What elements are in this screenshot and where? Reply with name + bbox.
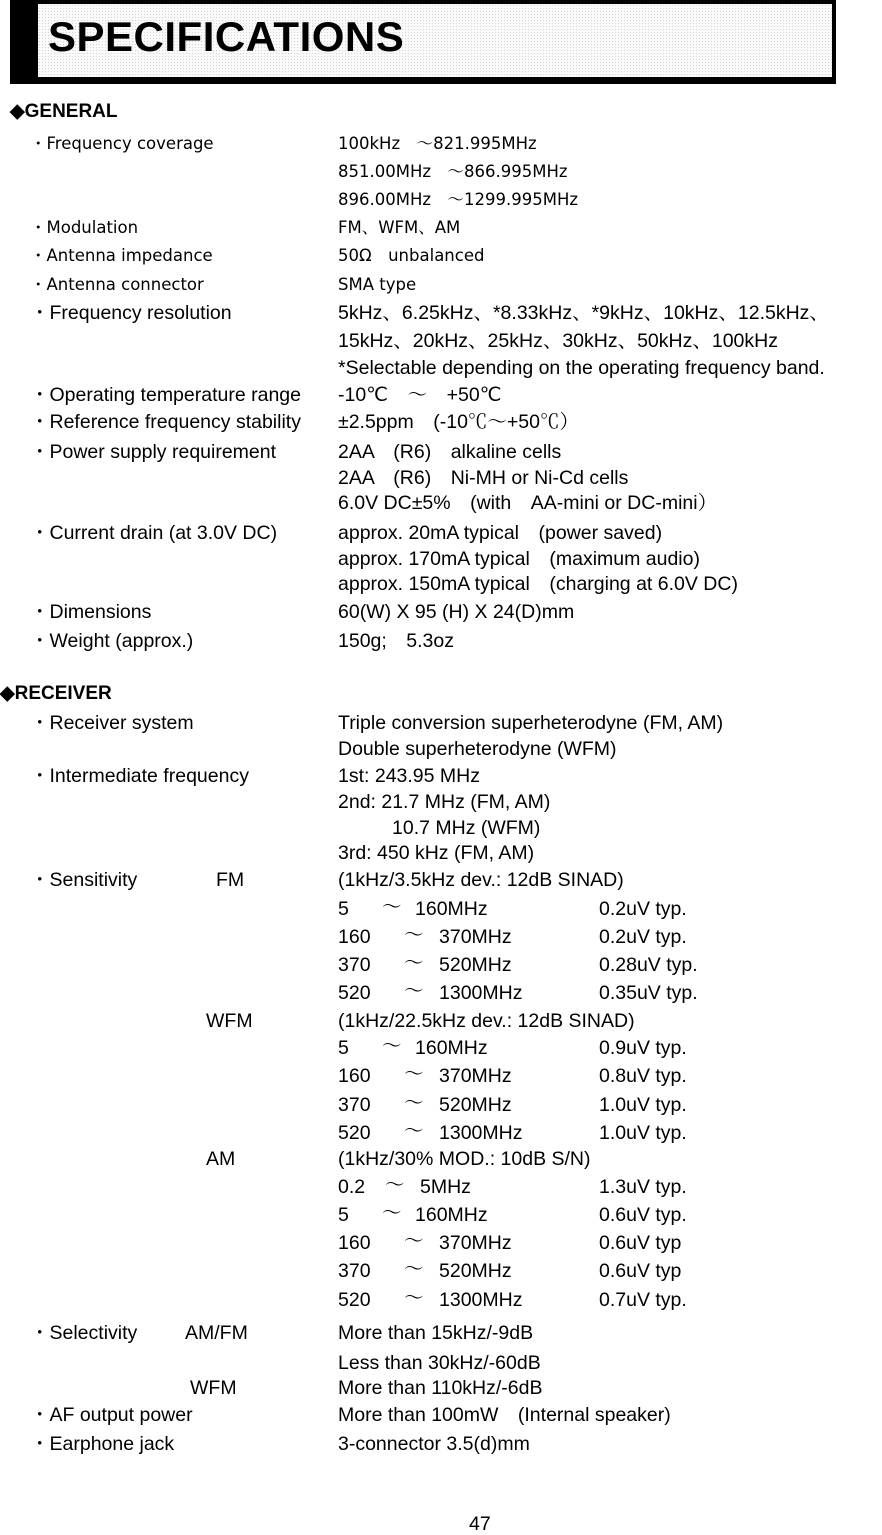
selectivity-label: ・Selectivity	[30, 1322, 138, 1344]
page-title: SPECIFICATIONS	[48, 13, 405, 60]
section-heading-receiver: ◆RECEIVER	[0, 683, 112, 704]
intermediate-frequency-label: ・Intermediate frequency	[30, 765, 249, 787]
selectivity-mode-wfm: WFM	[190, 1377, 237, 1399]
sensitivity-range-tilde: ～	[382, 1202, 402, 1224]
sensitivity-label: ・Sensitivity	[30, 869, 138, 891]
frequency-stability-label: ・Reference frequency stability	[30, 411, 301, 433]
sensitivity-range-tilde: ～	[404, 1092, 424, 1114]
weight-label: ・Weight (approx.)	[30, 630, 194, 652]
operating-temperature-value: -10℃ ～ +50℃	[338, 384, 502, 406]
sensitivity-range-start: 5	[338, 1037, 349, 1059]
sensitivity-value: 0.6uV typ	[599, 1260, 682, 1282]
sensitivity-range-start: 370	[338, 954, 371, 976]
sensitivity-value: 0.28uV typ.	[599, 954, 698, 976]
sensitivity-range-tilde: ～	[382, 1035, 402, 1057]
sensitivity-value: 0.35uV typ.	[599, 982, 698, 1004]
current-drain-value: approx. 150mA typical (charging at 6.0V DC)	[338, 573, 738, 595]
sensitivity-range-tilde: ～	[404, 1258, 424, 1280]
antenna-impedance-value: 50Ω unbalanced	[338, 246, 485, 265]
selectivity-value: More than 15kHz/-9dB	[338, 1322, 534, 1344]
page-number: 47	[469, 1513, 491, 1535]
dimensions-label: ・Dimensions	[30, 601, 152, 623]
sensitivity-condition-wfm: (1kHz/22.5kHz dev.: 12dB SINAD)	[338, 1010, 635, 1032]
frequency-coverage-value: 100kHz ～821.995MHz	[338, 134, 537, 153]
modulation-value: FM、WFM、AM	[338, 218, 461, 237]
section-heading-general: ◆GENERAL	[10, 101, 118, 122]
antenna-connector-value: SMA type	[338, 275, 417, 294]
frequency-coverage-value: 851.00MHz ～866.995MHz	[338, 162, 568, 181]
antenna-connector-label: ・Antenna connector	[30, 275, 204, 294]
sensitivity-range-tilde: ～	[404, 1230, 424, 1252]
sensitivity-range-tilde: ～	[404, 1063, 424, 1085]
receiver-system-label: ・Receiver system	[30, 712, 194, 734]
modulation-label: ・Modulation	[30, 218, 139, 237]
current-drain-value: approx. 170mA typical (maximum audio)	[338, 548, 700, 570]
sensitivity-range-start: 160	[338, 926, 371, 948]
sensitivity-mode-fm: FM	[216, 869, 245, 891]
sensitivity-value: 0.2uV typ.	[599, 926, 687, 948]
sensitivity-range-end: 5MHz	[420, 1176, 471, 1198]
intermediate-frequency-value: 10.7 MHz (WFM)	[392, 817, 541, 839]
sensitivity-range-start: 5	[338, 898, 349, 920]
sensitivity-range-start: 5	[338, 1204, 349, 1226]
selectivity-mode-am-fm: AM/FM	[185, 1322, 248, 1344]
sensitivity-range-start: 370	[338, 1094, 371, 1116]
sensitivity-range-end: 1300MHz	[439, 1289, 523, 1311]
current-drain-label: ・Current drain (at 3.0V DC)	[30, 522, 278, 544]
earphone-jack-label: ・Earphone jack	[30, 1433, 175, 1455]
sensitivity-range-tilde: ～	[404, 924, 424, 946]
frequency-resolution-value: 5kHz、6.25kHz、*8.33kHz、*9kHz、10kHz、12.5kHz、	[338, 302, 829, 324]
frequency-coverage-value: 896.00MHz ～1299.995MHz	[338, 190, 579, 209]
sensitivity-range-end: 520MHz	[439, 1094, 512, 1116]
sensitivity-range-end: 370MHz	[439, 1065, 512, 1087]
sensitivity-range-start: 520	[338, 1289, 371, 1311]
intermediate-frequency-value: 3rd: 450 kHz (FM, AM)	[338, 842, 535, 864]
frequency-coverage-label: ・Frequency coverage	[30, 134, 214, 153]
selectivity-value: Less than 30kHz/-60dB	[338, 1352, 541, 1374]
current-drain-value: approx. 20mA typical (power saved)	[338, 522, 663, 544]
sensitivity-range-tilde: ～	[404, 1120, 424, 1142]
operating-temperature-label: ・Operating temperature range	[30, 384, 301, 406]
sensitivity-range-end: 160MHz	[415, 898, 488, 920]
frequency-resolution-value: 15kHz、20kHz、25kHz、30kHz、50kHz、100kHz	[338, 330, 778, 352]
sensitivity-value: 1.0uV typ.	[599, 1122, 687, 1144]
sensitivity-value: 0.2uV typ.	[599, 898, 687, 920]
sensitivity-condition-fm: (1kHz/3.5kHz dev.: 12dB SINAD)	[338, 869, 624, 891]
sensitivity-range-end: 1300MHz	[439, 982, 523, 1004]
antenna-impedance-label: ・Antenna impedance	[30, 246, 213, 265]
sensitivity-value: 0.6uV typ.	[599, 1204, 687, 1226]
sensitivity-range-end: 520MHz	[439, 954, 512, 976]
earphone-jack-value: 3-connector 3.5(d)mm	[338, 1433, 530, 1455]
sensitivity-mode-wfm: WFM	[206, 1010, 253, 1032]
sensitivity-range-tilde: ～	[385, 1174, 405, 1196]
sensitivity-range-start: 520	[338, 982, 371, 1004]
weight-value: 150g; 5.3oz	[338, 630, 455, 652]
sensitivity-range-tilde: ～	[404, 980, 424, 1002]
sensitivity-mode-am: AM	[206, 1148, 236, 1170]
sensitivity-range-start: 370	[338, 1260, 371, 1282]
sensitivity-range-end: 160MHz	[415, 1204, 488, 1226]
sensitivity-range-tilde: ～	[404, 952, 424, 974]
sensitivity-range-start: 160	[338, 1232, 371, 1254]
power-supply-value: 2AA (R6) Ni-MH or Ni-Cd cells	[338, 467, 629, 489]
sensitivity-value: 1.3uV typ.	[599, 1176, 687, 1198]
sensitivity-value: 1.0uV typ.	[599, 1094, 687, 1116]
power-supply-value: 2AA (R6) alkaline cells	[338, 441, 562, 463]
sensitivity-range-end: 520MHz	[439, 1260, 512, 1282]
sensitivity-range-start: 0.2	[338, 1176, 366, 1198]
af-output-value: More than 100mW (Internal speaker)	[338, 1404, 671, 1426]
dimensions-value: 60(W) X 95 (H) X 24(D)mm	[338, 601, 575, 623]
receiver-system-value: Triple conversion superheterodyne (FM, AM)	[338, 712, 724, 734]
sensitivity-range-end: 370MHz	[439, 926, 512, 948]
sensitivity-value: 0.9uV typ.	[599, 1037, 687, 1059]
power-supply-label: ・Power supply requirement	[30, 441, 277, 463]
sensitivity-range-end: 160MHz	[415, 1037, 488, 1059]
frequency-stability-value: ±2.5ppm (-10℃～+50℃）	[338, 411, 579, 433]
sensitivity-value: 0.8uV typ.	[599, 1065, 687, 1087]
sensitivity-range-end: 1300MHz	[439, 1122, 523, 1144]
power-supply-value: 6.0V DC±5% (with AA-mini or DC-mini）	[338, 492, 718, 514]
frequency-resolution-note: *Selectable depending on the operating frequency band.	[338, 357, 825, 379]
sensitivity-range-tilde: ～	[404, 1287, 424, 1309]
intermediate-frequency-value: 2nd: 21.7 MHz (FM, AM)	[338, 791, 551, 813]
af-output-label: ・AF output power	[30, 1404, 193, 1426]
frequency-resolution-label: ・Frequency resolution	[30, 302, 232, 324]
sensitivity-range-tilde: ～	[382, 896, 402, 918]
sensitivity-range-start: 520	[338, 1122, 371, 1144]
intermediate-frequency-value: 1st: 243.95 MHz	[338, 765, 480, 787]
sensitivity-value: 0.7uV typ.	[599, 1289, 687, 1311]
sensitivity-range-start: 160	[338, 1065, 371, 1087]
selectivity-value: More than 110kHz/-6dB	[338, 1377, 543, 1399]
sensitivity-range-end: 370MHz	[439, 1232, 512, 1254]
receiver-system-value: Double superheterodyne (WFM)	[338, 738, 617, 760]
sensitivity-value: 0.6uV typ	[599, 1232, 682, 1254]
sensitivity-condition-am: (1kHz/30% MOD.: 10dB S/N)	[338, 1148, 591, 1170]
